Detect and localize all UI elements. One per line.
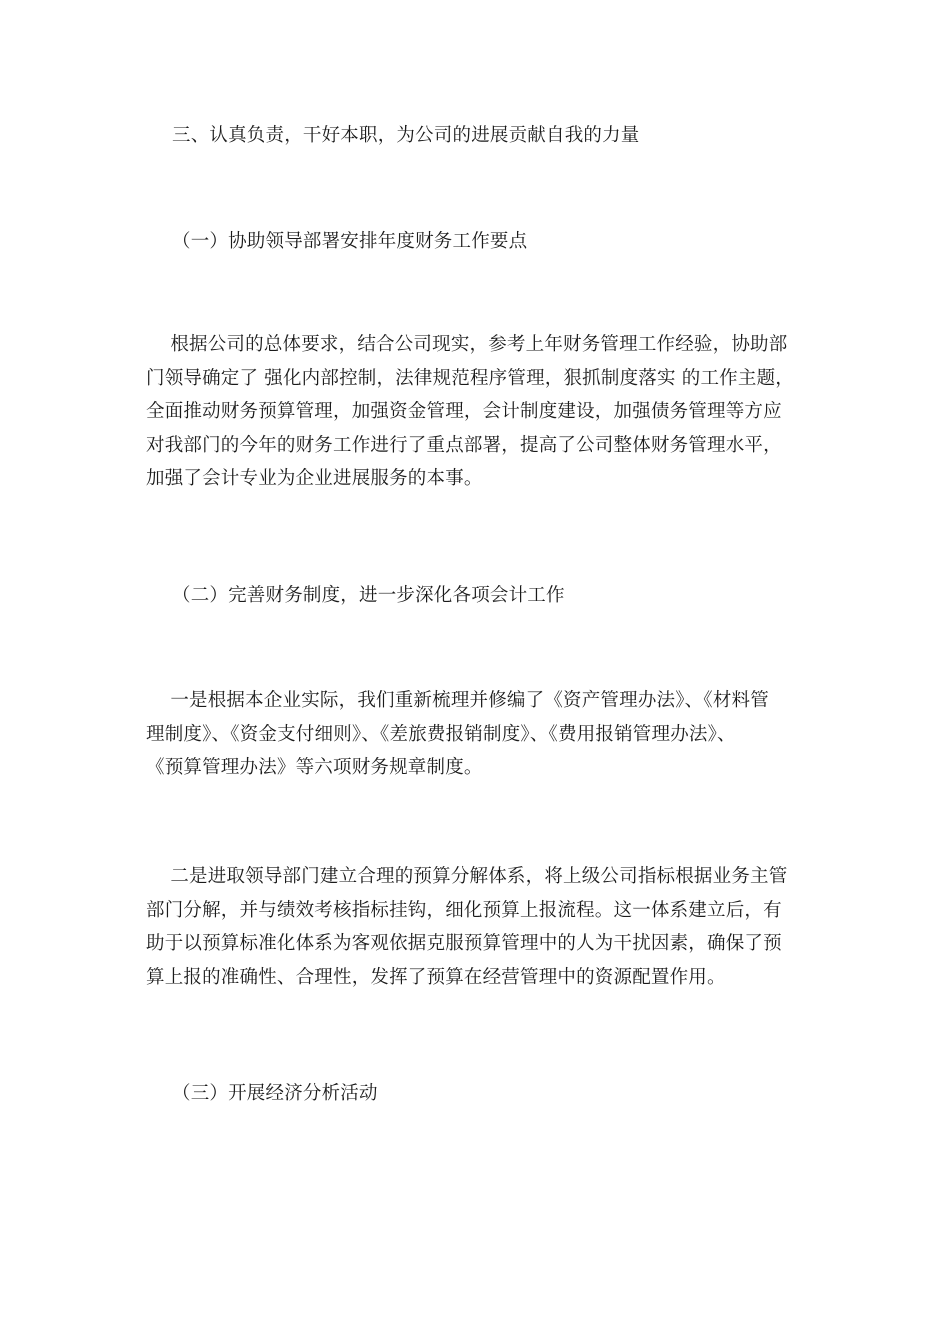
- paragraph-1-line: 全面推动财务预算管理，加强资金管理，会计制度建设，加强债务管理等方应: [146, 401, 782, 422]
- paragraph-2b-line: 二是进取领导部门建立合理的预算分解体系，将上级公司指标根据业务主管: [146, 866, 788, 887]
- paragraph-2b: [146, 860, 810, 994]
- subsection-heading-1: （一）协助领导部署安排年度财务工作要点: [172, 231, 528, 252]
- paragraph-1-line: 门领导确定了 强化内部控制，法律规范程序管理，狠抓制度落实 的工作主题，: [146, 367, 794, 389]
- paragraph-1-line: 加强了会计专业为企业进展服务的本事。: [146, 468, 483, 489]
- paragraph-2b-line: 助于以预算标准化体系为客观依据克服预算管理中的人为干扰因素，确保了预: [146, 933, 782, 954]
- paragraph-1-line: 对我部门的今年的财务工作进行了重点部署，提高了公司整体财务管理水平，: [146, 434, 782, 456]
- subsection-heading-3: （三）开展经济分析活动: [172, 1083, 378, 1104]
- paragraph-2b-line: 算上报的准确性、合理性，发挥了预算在经营管理中的资源配置作用。: [146, 966, 726, 988]
- paragraph-1-line: 根据公司的总体要求，结合公司现实，参考上年财务管理工作经验，协助部: [146, 334, 788, 355]
- paragraph-2a: [146, 684, 810, 785]
- subsection-heading-2: （二）完善财务制度，进一步深化各项会计工作: [172, 585, 565, 606]
- paragraph-2a-line: 理制度》、《资金支付细则》、《差旅费报销制度》、《费用报销管理办法》、: [146, 723, 736, 745]
- section-heading: 三、认真负责，干好本职，为公司的进展贡献自我的力量: [172, 125, 640, 146]
- paragraph-1: [146, 328, 810, 496]
- paragraph-2a-line: 《预算管理办法》等六项财务规章制度。: [146, 757, 483, 778]
- paragraph-2b-line: 部门分解，并与绩效考核指标挂钩，细化预算上报流程。这一体系建立后，有: [146, 899, 782, 921]
- paragraph-2a-line: 一是根据本企业实际，我们重新梳理并修编了《资产管理办法》、《材料管: [146, 690, 769, 711]
